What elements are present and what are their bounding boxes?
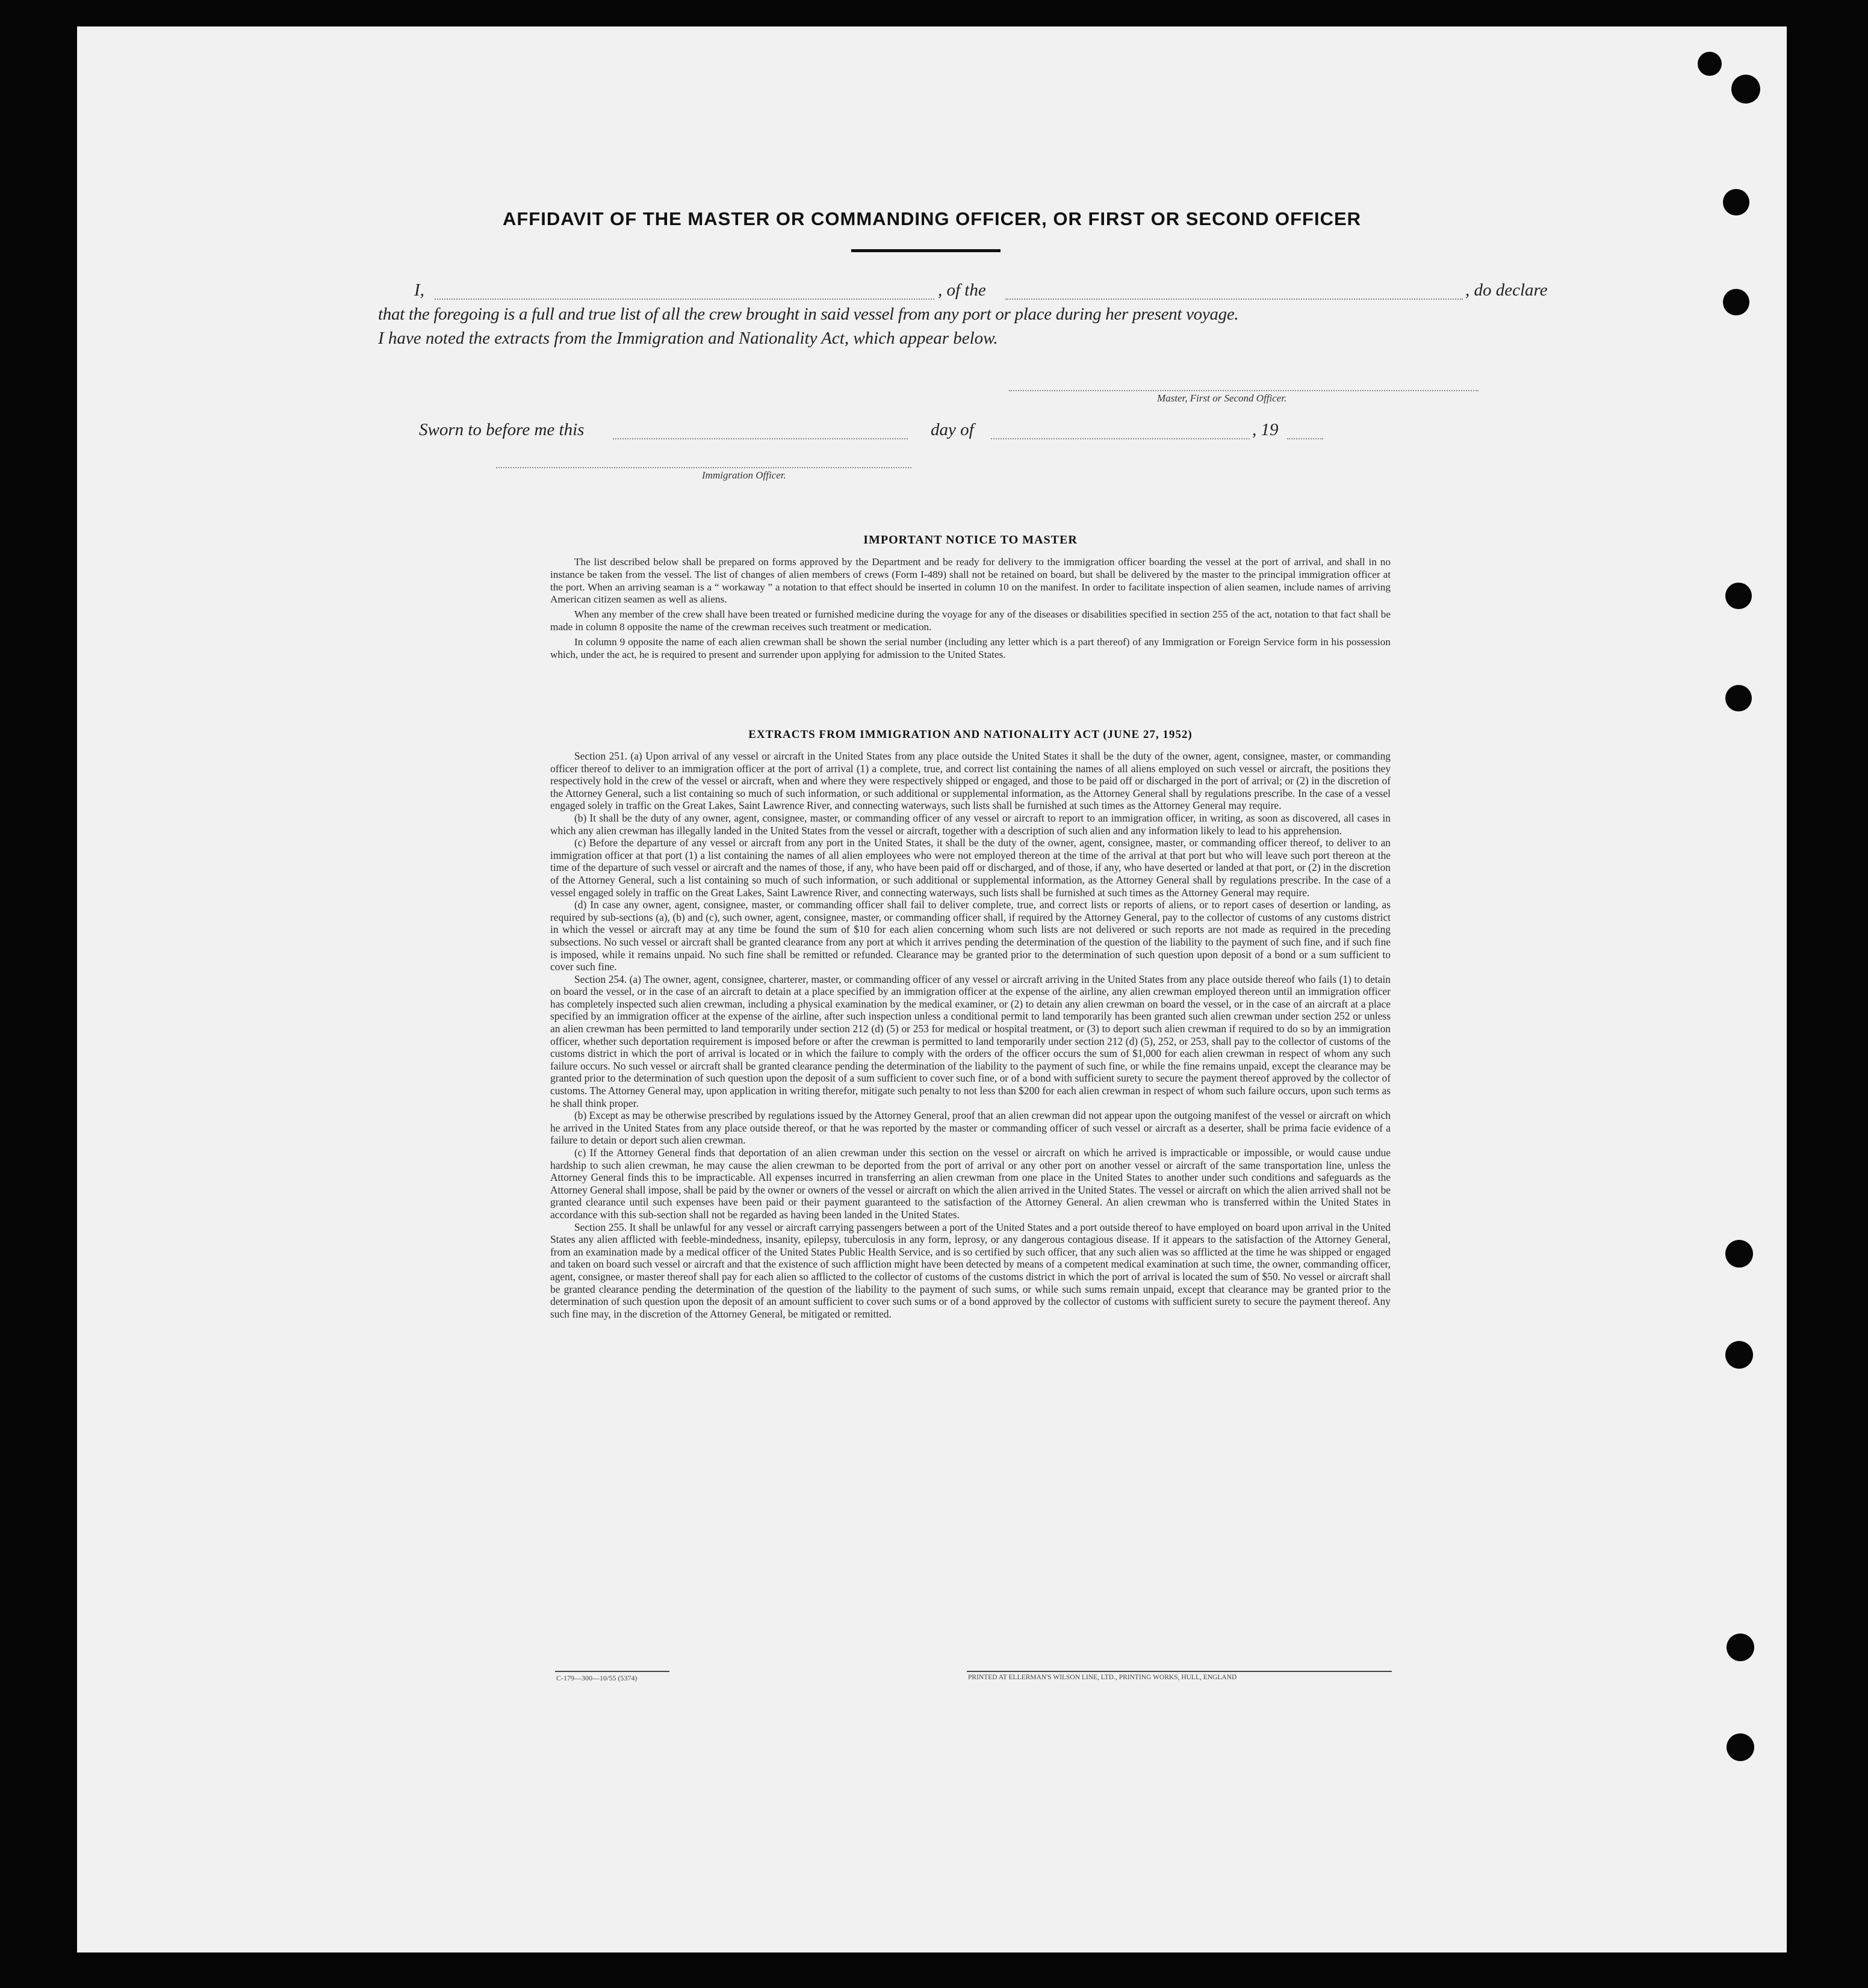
extract-paragraph: Section 251. (a) Upon arrival of any vessel or aircraft in the United States from any place outside the United States it shall be the duty of the owner, agent, consignee, master, or commanding officer thereof to deliver to an immigration officer at the port of arrival (1) a complete, true, and correct list containing the names of all aliens employed on such vessel or aircraft, the positions they respectively hold in the crew of the vessel or aircraft, when and where they were respectively shipped or engaged, and those to be paid off or discharged in the port of arrival; or (2) in the discretion of the Attorney General, such a list containing so much of such information, or such additional or supplemental information, as the Attorney General shall by regulations prescribe. In the case of a vessel engaged solely in traffic on the Great Lakes, Saint Lawrence River, and connecting waterways, such lists shall be furnished at such times as the Attorney General may require. bbox=[550, 750, 1391, 812]
printer-imprint: PRINTED AT ELLERMAN'S WILSON LINE, LTD., PRINTING WORKS, HULL, ENGLAND bbox=[968, 1674, 1237, 1681]
master-signature-field[interactable] bbox=[1009, 390, 1479, 391]
extract-paragraph: Section 255. It shall be unlawful for any vessel or aircraft carrying passengers between a port of the United States and a port outside thereof to have employed on board upon arrival in the United States any alien afflicted with feeble-mindedness, insanity, epilepsy, tuberculosis in any form, leprosy, or any dangerous contagious disease. If it appears to the satisfaction of the Attorney General, from an examination made by a medical officer of the United States Public Health Service, and is so certified by such officer, that any such alien was so afflicted at the time he was shipped or engaged and taken on board such vessel or aircraft and that the existence of such affliction might have been detected by means of a competent medical examination at such time, the owner, commanding officer, agent, consignee, or master thereof shall pay for each alien so afflicted to the collector of customs of the customs district in which the port of arrival is located the sum of $50. No vessel or aircraft shall be granted clearance pending the determination of the question of the liability to the payment of such sums, or while such sums remain unpaid, except that clearance may be granted prior to the determination of such question upon the deposit of an amount sufficient to cover such sums or of a bond approved by the collector of customs with sufficient surety to secure the payment thereof. Any such fine may, in the discretion of the Attorney General, be mitigated or remitted. bbox=[550, 1221, 1391, 1320]
extract-paragraph: (c) Before the departure of any vessel or aircraft from any port in the United States, it shall be the duty of the owner, agent, consignee, master, or commanding officer thereof, to deliver to an immigration officer at that port (1) a list containing the names of all alien employees who were not employed thereon at the time of the arrival at that port but who will leave such port thereon at the time of the departure of such vessel or aircraft and the names of those, if any, who have been paid off or discharged, and of those, if any, who have deserted or landed at that port, or (2) in the discretion of the Attorney General, such a list containing so much of such information, or such additional or supplemental information, as the Attorney General shall by regulations prescribe. In the case of a vessel engaged solely in traffic on the Great Lakes, Saint Lawrence River, and connecting waterways, such lists shall be furnished at such times as the Attorney General may require. bbox=[550, 837, 1391, 899]
punch-hole bbox=[1727, 1633, 1754, 1661]
notice-paragraph: In column 9 opposite the name of each alien crewman shall be shown the serial number (including any letter which is a part thereof) of any Immigration or Foreign Service form in his possession which, under the act, he is required to present and surrender upon applying for admission to the United States. bbox=[550, 636, 1391, 660]
footer-right-rule bbox=[967, 1671, 1392, 1672]
punch-hole bbox=[1698, 52, 1722, 76]
master-caption: Master, First or Second Officer. bbox=[1157, 392, 1287, 404]
declarant-name-field[interactable] bbox=[435, 299, 934, 300]
extracts-body bbox=[550, 750, 1391, 1320]
declaration-line-3: I have noted the extracts from the Immigration and Nationality Act, which appear below. bbox=[378, 329, 998, 348]
notice-heading: IMPORTANT NOTICE TO MASTER bbox=[863, 533, 1078, 547]
officer-signature-field[interactable] bbox=[496, 467, 911, 468]
punch-hole bbox=[1723, 189, 1749, 215]
extract-paragraph: (b) It shall be the duty of any owner, agent, consignee, master, or commanding officer of any vessel or aircraft to report to an immigration officer, in writing, as soon as discovered, all cases in which any alien crewman has illegally landed in the United States from the vessel or aircraft, together with a description of such alien and any information likely to lead to his apprehension. bbox=[550, 811, 1391, 837]
vessel-name-field[interactable] bbox=[1005, 299, 1463, 300]
extract-paragraph: Section 254. (a) The owner, agent, consignee, charterer, master, or commanding officer of any vessel or aircraft arriving in the United States from any place outside thereof who fails (1) to detain on board the vessel, or in the case of an aircraft to detain at a place specified by an immigration officer at the expense of the airline, any alien crewman employed thereon until an immigration officer has completely inspected such alien crewman, including a physical examination by the medical examiner, or (2) to detain any alien crewman on board the vessel, or in the case of an aircraft at a place specified by an immigration officer at the expense of the airline, after such inspection unless a conditional permit to land temporarily has been granted such alien crewman under section 252 or unless an alien crewman has been permitted to land temporarily under section 212 (d) (5) or 253 for medical or hospital treatment, or (3) to deport such alien crewman if required to do so by an immigration officer, whether such deportation requirement is imposed before or after the crewman is permitted to land temporarily under section 212 (d) (5), 252, or 253, shall pay to the collector of customs of the customs district in which the port of arrival is located or in which the failure to comply with the orders of the officer occurs the sum of $1,000 for each alien crewman in respect of whom any such failure occurs. No such vessel or aircraft shall be granted clearance pending the determination of the liability to the payment of such fine, or while the fine remains unpaid, except the clearance may be granted prior to the determination of such question upon the deposit of a sum sufficient to cover such fine, or of a bond with sufficient surety to secure the payment thereof approved by the collector of customs. The Attorney General may, upon application in writing therefor, mitigate such penalty to not less than $200 for each alien crewman in respect of whom such failure occurs, upon such terms as he shall think proper. bbox=[550, 973, 1391, 1109]
sworn-year-prefix: , 19 bbox=[1252, 420, 1279, 439]
punch-hole bbox=[1727, 1733, 1754, 1761]
notice-body bbox=[550, 556, 1391, 661]
extracts-heading: EXTRACTS FROM IMMIGRATION AND NATIONALITY ACT (JUNE 27, 1952) bbox=[748, 728, 1193, 741]
form-number: C-179—300—10/55 (5374) bbox=[556, 1674, 638, 1682]
notice-paragraph: The list described below shall be prepared on forms approved by the Department and be ready for delivery to the immigration officer boarding the vessel at the port of arrival, and shall in no instance be taken from the vessel. The list of changes of alien members of crews (Form I-489) shall not be retained on board, but shall be delivered by the master to the principal immigration officer at the port. When an arriving seaman is a “ workaway ” a notation to that effect should be inserted in column 10 on the manifest. In order to facilitate inspection of alien seamen, include names of arriving American citizen seamen as well as aliens. bbox=[550, 556, 1391, 605]
notice-paragraph: When any member of the crew shall have been treated or furnished medicine during the voyage for any of the diseases or disabilities specified in section 255 of the act, notation to that fact shall be made in column 8 opposite the name of the crewman receives such treatment or medication. bbox=[550, 608, 1391, 633]
extract-paragraph: (d) In case any owner, agent, consignee, master, or commanding officer shall fail to deliver complete, true, and correct lists or reports of aliens, or to report cases of desertion or landing, as required by sub-sections (a), (b) and (c), such owner, agent, consignee, master, or commanding officer shall, if required by the Attorney General, pay to the collector of customs of any customs district in which the vessel or aircraft may at any time be found the sum of $10 for each alien concerning whom such lists are not delivered or such reports are not made as required in the preceding subsections. No such vessel or aircraft shall be granted clearance from any port at which it arrives pending the determination of the question of the liability to the payment of such fine, and if such fine is imposed, while it remains unpaid. No such fine shall be remitted or refunded. Clearance may be granted prior to the determination of such question upon deposit of a bond or a sum sufficient to cover such fine. bbox=[550, 899, 1391, 973]
punch-hole bbox=[1731, 75, 1760, 104]
sworn-prefix: Sworn to before me this bbox=[419, 420, 585, 439]
punch-hole bbox=[1725, 685, 1752, 711]
sworn-date-field[interactable] bbox=[613, 438, 908, 439]
title-underline bbox=[851, 249, 1001, 252]
extract-paragraph: (c) If the Attorney General finds that deportation of an alien crewman under this section on the vessel or aircraft on which he arrived is impracticable or impossible, or would cause undue hardship to such alien crewman, he may cause the alien crewman to be deported from the port of arrival or any other port on another vessel or aircraft of the same transportation line, unless the Attorney General finds this to be impracticable. All expenses incurred in transferring an alien crewman from one place in the United States to another under such conditions and safeguards as the Attorney General shall impose, shall be paid by the owner or owners of the vessel or aircraft on which the alien arrived in the United States. The vessel or aircraft on which the alien arrived shall not be granted clearance until such expenses have been paid or their payment guaranteed to the satisfaction of the Attorney General. An alien crewman who is transferred within the United States in accordance with this sub-section shall not be regarded as having been landed in the United States. bbox=[550, 1147, 1391, 1221]
declaration-of-the: , of the bbox=[938, 280, 986, 300]
document-page bbox=[77, 26, 1787, 1952]
officer-caption: Immigration Officer. bbox=[702, 469, 786, 481]
extract-paragraph: (b) Except as may be otherwise prescribed by regulations issued by the Attorney General, proof that an alien crewman did not appear upon the outgoing manifest of the vessel or aircraft on which he arrived in the United States from any place outside thereof, or that he was reported by the master or commanding officer of such vessel or aircraft as a deserter, shall be prima facie evidence of a failure to detain or deport such alien crewman. bbox=[550, 1109, 1391, 1147]
sworn-day-of: day of bbox=[931, 420, 974, 439]
footer-left-rule bbox=[555, 1671, 669, 1672]
affidavit-title: AFFIDAVIT OF THE MASTER OR COMMANDING OFFICER, OR FIRST OR SECOND OFFICER bbox=[502, 208, 1362, 229]
punch-hole bbox=[1725, 583, 1752, 609]
sworn-year-field[interactable] bbox=[1287, 438, 1323, 439]
punch-hole bbox=[1723, 289, 1749, 315]
declaration-prefix: I, bbox=[414, 280, 424, 300]
declaration-do-declare: , do declare bbox=[1465, 280, 1548, 300]
declaration-line-2: that the foregoing is a full and true list of all the crew brought in said vessel from any port or place during her present voyage. bbox=[378, 305, 1239, 324]
sworn-month-field[interactable] bbox=[991, 438, 1250, 439]
punch-hole bbox=[1725, 1341, 1753, 1369]
punch-hole bbox=[1725, 1240, 1753, 1268]
